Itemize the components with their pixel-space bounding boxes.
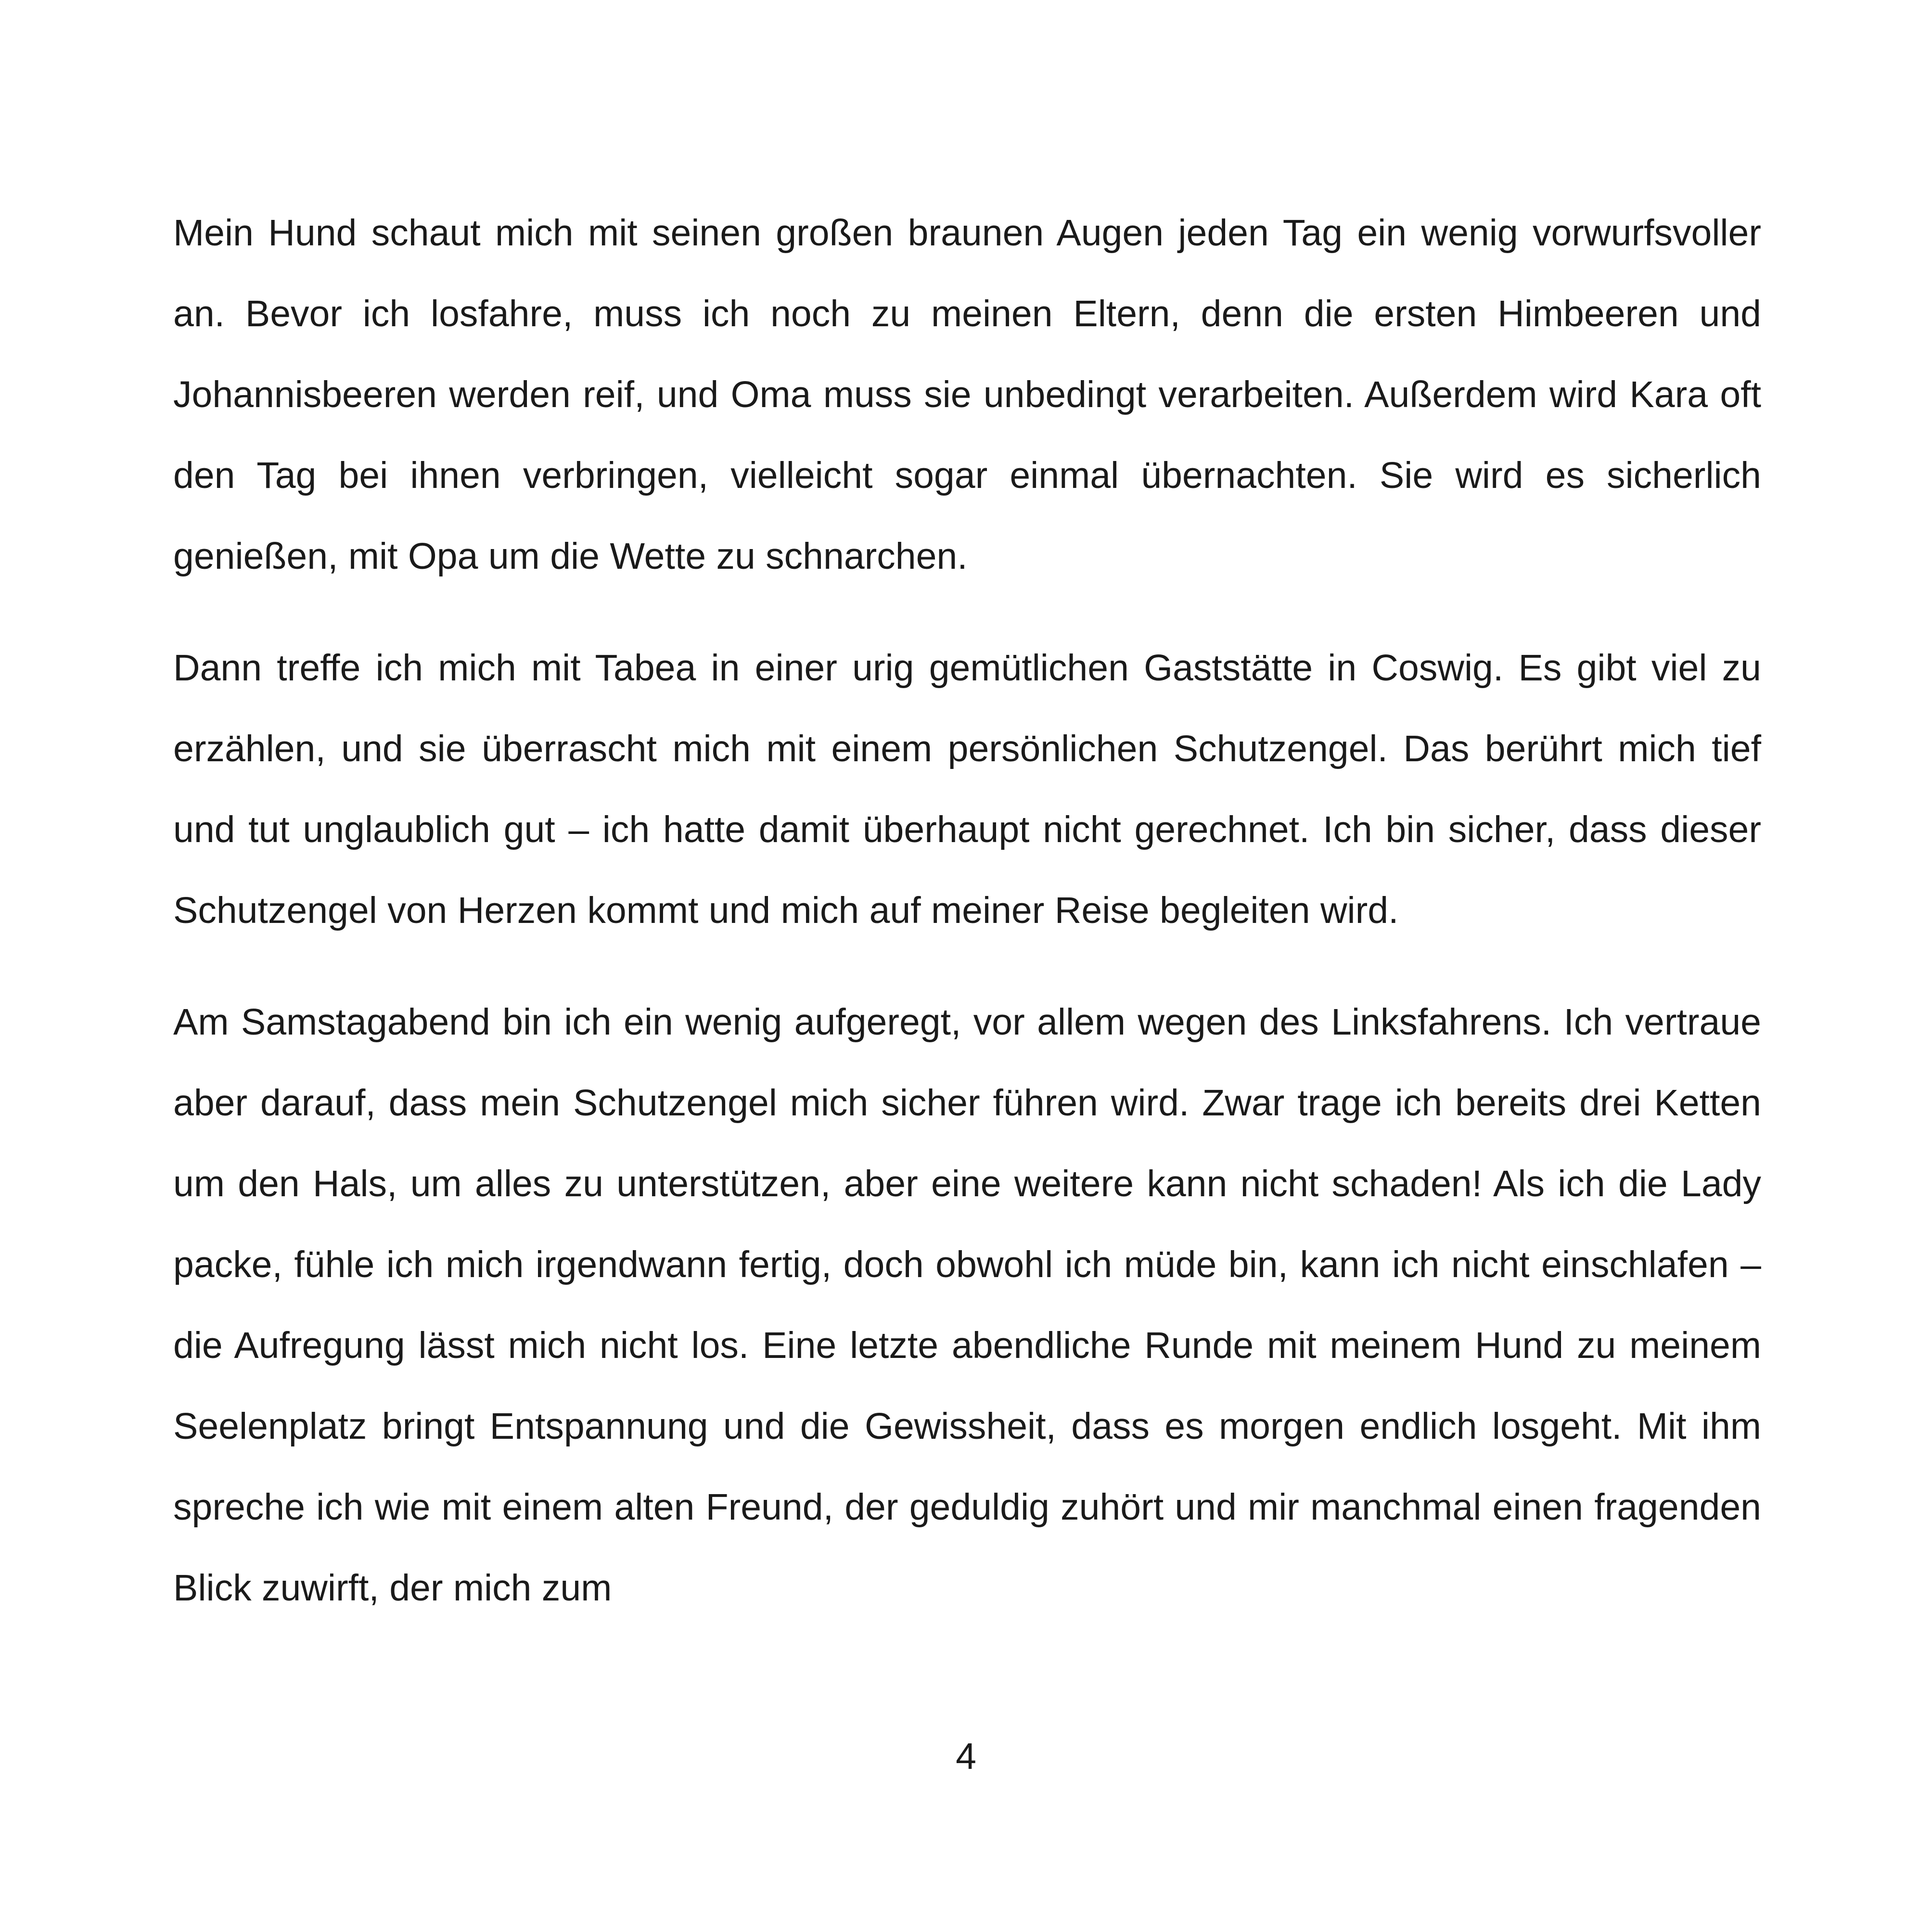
paragraph-2: Dann treffe ich mich mit Tabea in einer urig gemütlichen Gaststätte in Coswig. Es gibt viel zu erzählen, und sie überrascht mich mit einem persönlichen Schutzengel. Das berührt mich tief und tut unglaublich gut – ich hatte damit überhaupt nicht gerechnet. Ich bin sicher, dass dieser Schutzengel von Herzen kommt und mich auf meiner Reise begleiten wird.: [173, 647, 1761, 931]
body-text: [173, 192, 1761, 1659]
paragraph-3: Am Samstagabend bin ich ein wenig aufgeregt, vor allem wegen des Linksfahrens. Ich vertraue aber darauf, dass mein Schutzengel mich sicher führen wird. Zwar trage ich bereits drei Ketten um den Hals, um alles zu unterstützen, aber eine weitere kann nicht schaden! Als ich die Lady packe, fühle ich mich irgendwann fertig, doch obwohl ich müde bin, kann ich nicht einschlafen – die Aufregung lässt mich nicht los. Eine letzte abendliche Runde mit meinem Hund zu meinem Seelenplatz bringt Entspannung und die Gewissheit, dass es morgen endlich losgeht. Mit ihm spreche ich wie mit einem alten Freund, der geduldig zuhört und mir manchmal einen fragenden Blick zuwirft, der mich zum: [173, 1001, 1761, 1609]
page-number: 4: [956, 1736, 976, 1777]
paragraph-1: Mein Hund schaut mich mit seinen großen braunen Augen jeden Tag ein wenig vorwurfsvoller an. Bevor ich losfahre, muss ich noch zu meinen Eltern, denn die ersten Himbeeren und Johannisbeeren werden reif, und Oma muss sie unbedingt verarbeiten. Außerdem wird Kara oft den Tag bei ihnen verbringen, vielleicht sogar einmal übernachten. Sie wird es sicherlich genießen, mit Opa um die Wette zu schnarchen.: [173, 212, 1761, 577]
